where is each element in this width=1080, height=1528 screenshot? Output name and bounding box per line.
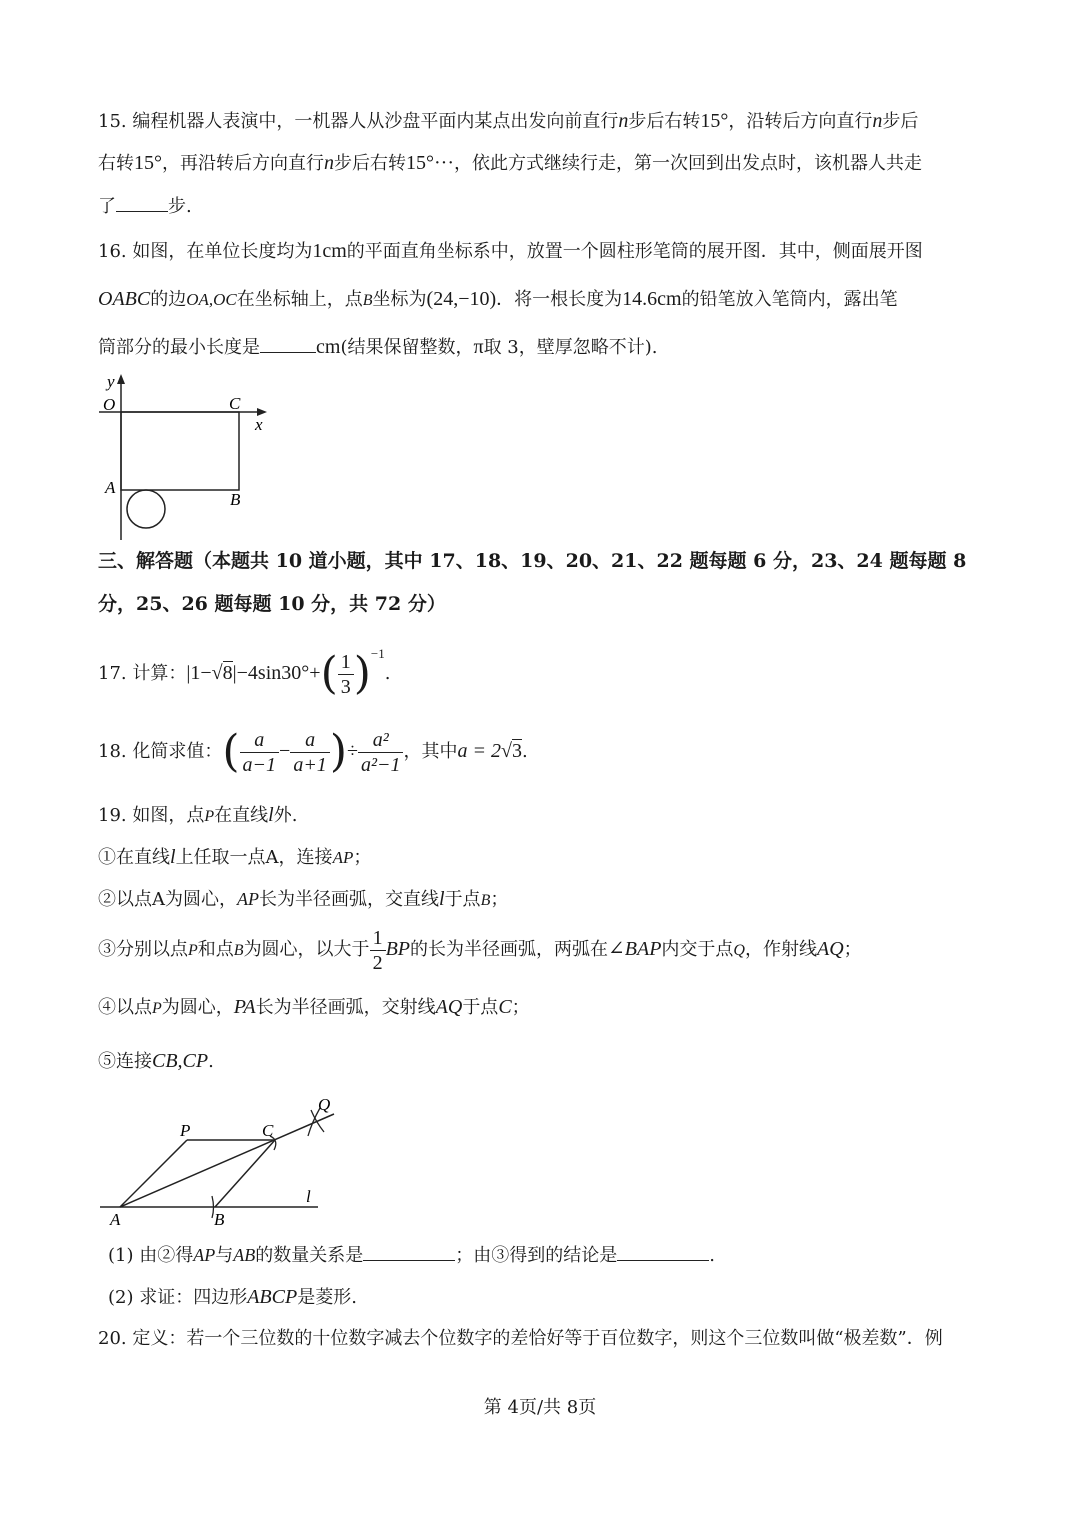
q15-line-3: 了 步. [98,193,192,220]
q19-step-4: ④以点P为圆心，PA长为半径画弧，交射线AQ于点C； [98,996,530,1018]
fraction-one-half: $\frac{1}{2}$ [370,926,386,975]
rectangle-oabc [121,412,239,490]
figure-19-rhombus-construction [98,1092,348,1232]
q20-line-1: 20. 定义：若一个三位数的十位数字减去个位数字的差恰好等于百位数字，则这个三位数叫做“极差数”．例 [98,1328,943,1349]
label-P: P [180,1121,191,1140]
page-footer: 第 4页/共 8页 [483,1397,597,1418]
q19-line-1: 19. 如图，点P在直线l外. [98,804,298,826]
q15-line-2: 右转15°，再沿转后方向直行n步后右转15°···，依此方式继续行走，第一次回到出发点时，该机器人共走 [98,152,922,174]
q19-step-3: ③分别以点P和点B为圆心，以大于 $\frac{1}{2}$ BP的长为半径画弧，两弧在∠BAP内交于点Q，作射线AQ； [98,926,862,974]
q19-part-1: (1) 由②得AP与AB的数量关系是 ；由③得到的结论是 . [108,1242,715,1269]
label-A: A [105,478,116,497]
label-O: O [103,395,116,414]
label-Q: Q [318,1095,331,1114]
segment-CB [215,1140,275,1207]
section-3-heading-line-2: 分，25、26 题每题 10 分，共 72 分） [98,593,446,615]
label-B: B [230,490,241,509]
answer-blank [260,334,316,353]
label-y: y [107,372,115,391]
figure-16-cylinder-net [95,370,280,542]
q17: 17. 计算：|1−√8|−4sin30°+( $\frac{1}{3}$ )$^{-1}$. [98,646,391,699]
section-3-heading-line-1: 三、解答题（本题共 10 道小题，其中 17、18、19、20、21、22 题每题 6 分，23、24 题每题 8 [98,550,967,572]
segment-AP [120,1140,187,1207]
q15-line-1: 15. 编程机器人表演中，一机器人从沙盘平面内某点出发向前直行n步后右转15°，沿转后方向直行n步后 [98,110,919,132]
answer-blank-2 [617,1242,709,1261]
label-x: x [255,415,263,434]
q16-line-2: OABC的边OA,OC在坐标轴上，点B坐标为(24,−10)．将一根长度为14.6cm的铅笔放入笔筒内，露出笔 [98,288,898,310]
fraction-one-third: $\frac{1}{3}$ [338,650,354,699]
q18: 18. 化简求值：( $\frac{a}{a-1}$ − $\frac{a}{a+1}$ )÷ $\frac{\text{a²}}{\text{a²−1}}$ ，其中a = 2√3. [98,726,528,777]
label-C: C [229,394,241,413]
fraction-a-over-a-minus-1: $\frac{a}{a-1}$ [240,728,280,777]
label-l: l [306,1187,311,1206]
q16-line-3: 筒部分的最小长度是 cm(结果保留整数，π取 3，壁厚忽略不计). [98,336,658,358]
label-B: B [214,1210,225,1229]
q19-step-2: ②以点A为圆心，AP长为半径画弧，交直线l于点B； [98,888,509,910]
q16-line-1: 16. 如图，在单位长度均为1cm的平面直角坐标系中，放置一个圆柱形笔筒的展开图．其中，侧面展开图 [98,240,923,262]
base-circle [127,490,165,528]
q19-part-2: (2) 求证：四边形ABCP是菱形. [108,1286,357,1308]
answer-blank-1 [363,1242,455,1261]
label-A: A [110,1210,121,1229]
answer-blank [116,193,168,212]
fraction-a-over-a-plus-1: $\frac{a}{a+1}$ [290,728,330,777]
fraction-a2-over-a2-minus-1: $\frac{\text{a²}}{\text{a²−1}}$ [358,728,404,777]
q19-step-1: ①在直线l上任取一点A，连接AP； [98,846,372,868]
y-axis-arrow [117,374,125,384]
q19-step-5: ⑤连接CB,CP. [98,1050,214,1072]
label-C: C [262,1121,274,1140]
